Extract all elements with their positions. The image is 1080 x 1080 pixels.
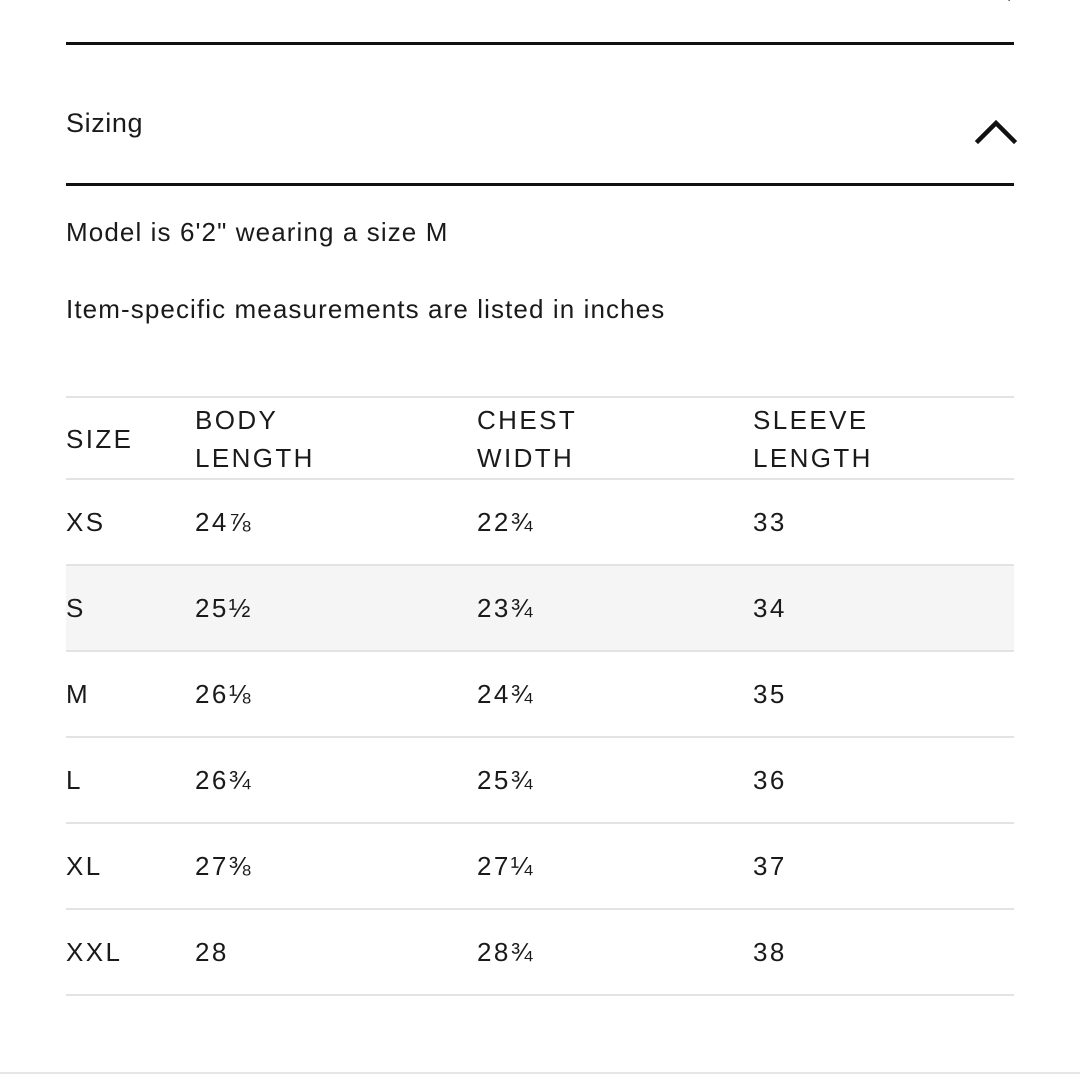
cell-size: XL [66, 850, 103, 881]
table-row [66, 651, 1014, 737]
cell-sleeve-length: 38 [753, 936, 787, 967]
cell-size: M [66, 678, 91, 709]
measurement-units-note: Item-specific measurements are listed in inches [66, 294, 666, 324]
header-size: SIZE [66, 424, 134, 454]
accordion-title: Sizing [66, 108, 144, 138]
chevron-up-icon[interactable] [974, 117, 1018, 145]
chevron-icon[interactable] [996, 0, 1014, 4]
cell-sleeve-length: 34 [753, 592, 787, 623]
table-header-row [66, 397, 1014, 479]
cell-chest-width: 25¾ [477, 764, 535, 795]
cell-size: XS [66, 506, 106, 537]
cell-body-length: 27⅜ [195, 850, 253, 881]
cell-sleeve-length: 33 [753, 506, 787, 537]
cell-sleeve-length: 36 [753, 764, 787, 795]
page-bottom-divider [0, 1072, 1080, 1074]
cell-chest-width: 24¾ [477, 678, 535, 709]
cell-sleeve-length: 35 [753, 678, 787, 709]
table-row [66, 823, 1014, 909]
table-row [66, 565, 1014, 651]
table-row [66, 909, 1014, 995]
header-sleeve-length: SLEEVE LENGTH [753, 405, 873, 473]
cell-chest-width: 27¼ [477, 850, 535, 881]
size-chart-table [66, 396, 1014, 996]
cell-body-length: 25½ [195, 592, 253, 623]
cell-body-length: 26¾ [195, 764, 253, 795]
cell-body-length: 28 [195, 936, 229, 967]
header-body-length: BODY LENGTH [195, 405, 315, 473]
cell-body-length: 26⅛ [195, 678, 253, 709]
cell-sleeve-length: 37 [753, 850, 787, 881]
cell-size: S [66, 592, 86, 623]
cell-chest-width: 23¾ [477, 592, 535, 623]
model-size-note: Model is 6'2" wearing a size M [66, 217, 449, 247]
header-chest-width: CHEST WIDTH [477, 405, 578, 473]
cell-body-length: 24⅞ [195, 506, 253, 537]
table-row [66, 737, 1014, 823]
cell-size: XXL [66, 936, 123, 967]
cell-chest-width: 22¾ [477, 506, 535, 537]
cell-chest-width: 28¾ [477, 936, 535, 967]
table-row [66, 479, 1014, 565]
accordion-bottom-divider [66, 183, 1014, 186]
cell-size: L [66, 764, 83, 795]
sizing-accordion-toggle[interactable] [66, 45, 1014, 183]
